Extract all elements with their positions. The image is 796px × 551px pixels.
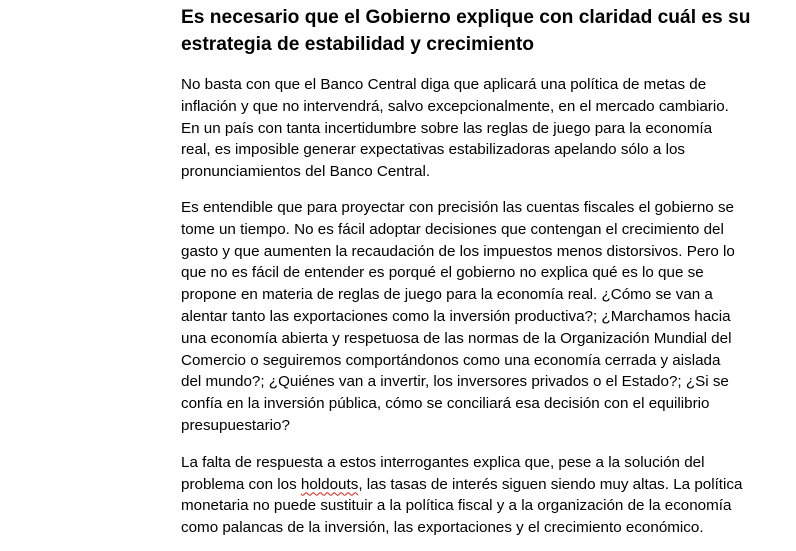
paragraph-1 (181, 74, 786, 183)
text-run: problema con los (181, 475, 301, 493)
paragraph-line: inflación y que no intervendrá, salvo excepcionalmente, en el mercado cambiario. (181, 97, 729, 115)
paragraph-line: tome un tiempo. No es fácil adoptar decisiones que contengan el crecimiento del (181, 220, 724, 238)
paragraph-line: Comercio o seguiremos comportándonos como una economía cerrada y aislada (181, 351, 721, 369)
article-title-line: estrategia de estabilidad y crecimiento (181, 34, 534, 55)
paragraph-line: presupuestario? (181, 416, 290, 434)
article-title (181, 4, 786, 58)
paragraph-line: como palancas de la inversión, las exportaciones y el crecimiento económico. (181, 519, 704, 537)
paragraph-3 (181, 452, 786, 539)
document-body (181, 4, 786, 539)
spellcheck-flagged-word[interactable]: holdouts (300, 475, 359, 493)
article-title-line: Es necesario que el Gobierno explique con claridad cuál es su (181, 7, 751, 28)
paragraph-line: monetaria no puede sustituir a la política fiscal y a la organización de la economía (181, 497, 732, 515)
paragraph-line: real, es imposible generar expectativas estabilizadoras apelando sólo a los (181, 141, 686, 159)
paragraph-line: En un país con tanta incertidumbre sobre las reglas de juego para la economía (181, 119, 713, 137)
paragraph-line: que no es fácil de entender es porqué el gobierno no explica qué es lo que se (181, 264, 704, 282)
paragraph-2 (181, 197, 786, 437)
paragraph-line: pronunciamientos del Banco Central. (181, 163, 431, 181)
paragraph-line: del mundo?; ¿Quiénes van a invertir, los inversores privados o el Estado?; ¿Si se (181, 373, 729, 391)
paragraph-line (181, 474, 786, 496)
paragraph-line: gasto y que aumenten la recaudación de los impuestos menos distorsivos. Pero lo (181, 242, 735, 260)
paragraph-line: No basta con que el Banco Central diga que aplicará una política de metas de (181, 76, 707, 93)
paragraph-line: confía en la inversión pública, cómo se conciliará esa decisión con el equilibrio (181, 395, 710, 413)
paragraph-line: Es entendible que para proyectar con precisión las cuentas fiscales el gobierno se (181, 198, 734, 216)
paragraph-line: propone en materia de reglas de juego para la economía real. ¿Cómo se van a (181, 286, 713, 304)
text-run: , las tasas de interés siguen siendo muy altas. La política (358, 475, 743, 493)
paragraph-line: una economía abierta y respetuosa de las normas de la Organización Mundial del (181, 329, 732, 347)
paragraph-line: La falta de respuesta a estos interrogantes explica que, pese a la solución del (181, 453, 705, 471)
paragraph-line: alentar tanto las exportaciones como la inversión productiva?; ¿Marchamos hacia (181, 307, 731, 325)
